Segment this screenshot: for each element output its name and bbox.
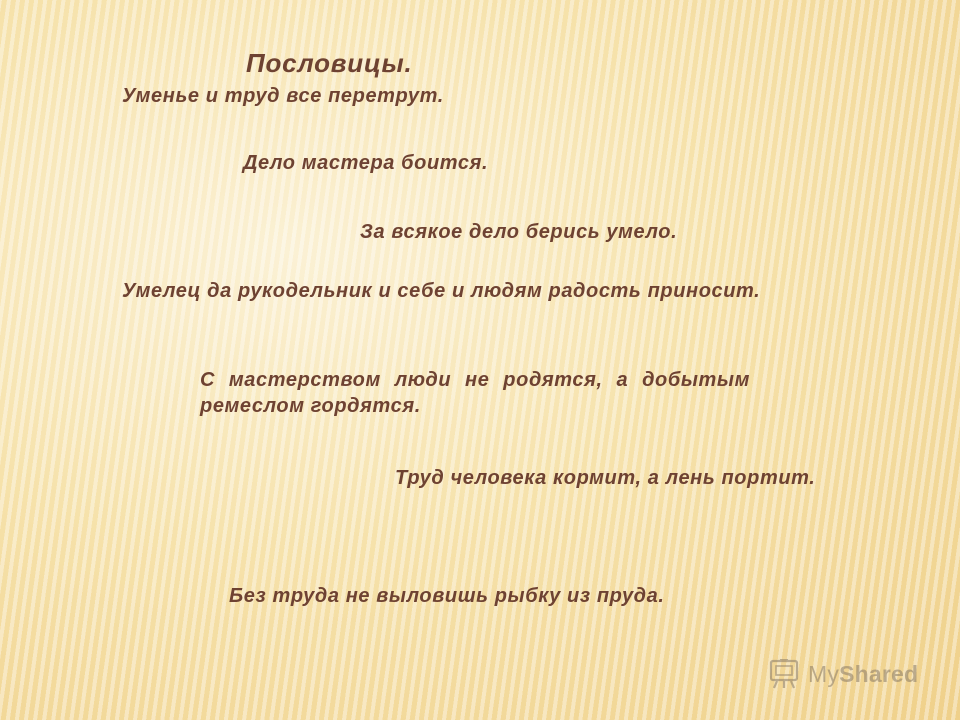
proverb-5: С мастерством люди не родятся, а добытым ремеслом гордятся. bbox=[200, 369, 750, 417]
proverb-4: Умелец да рукодельник и себе и людям радость приносит. bbox=[122, 280, 761, 302]
watermark-text bbox=[808, 661, 918, 688]
myshared-logo-icon bbox=[768, 658, 802, 690]
proverb-1: Уменье и труд все перетрут. bbox=[122, 85, 444, 107]
watermark-text-my: My bbox=[808, 660, 840, 687]
proverb-7: Без труда не выловишь рыбку из пруда. bbox=[229, 585, 665, 607]
myshared-watermark bbox=[768, 655, 918, 693]
watermark-text-shared: Shared bbox=[839, 660, 919, 687]
proverb-2: Дело мастера боится. bbox=[243, 152, 489, 174]
proverb-3: За всякое дело берись умело. bbox=[360, 221, 678, 243]
proverb-6: Труд человека кормит, а лень портит. bbox=[395, 467, 816, 489]
slide-title: Пословицы. bbox=[246, 48, 413, 78]
